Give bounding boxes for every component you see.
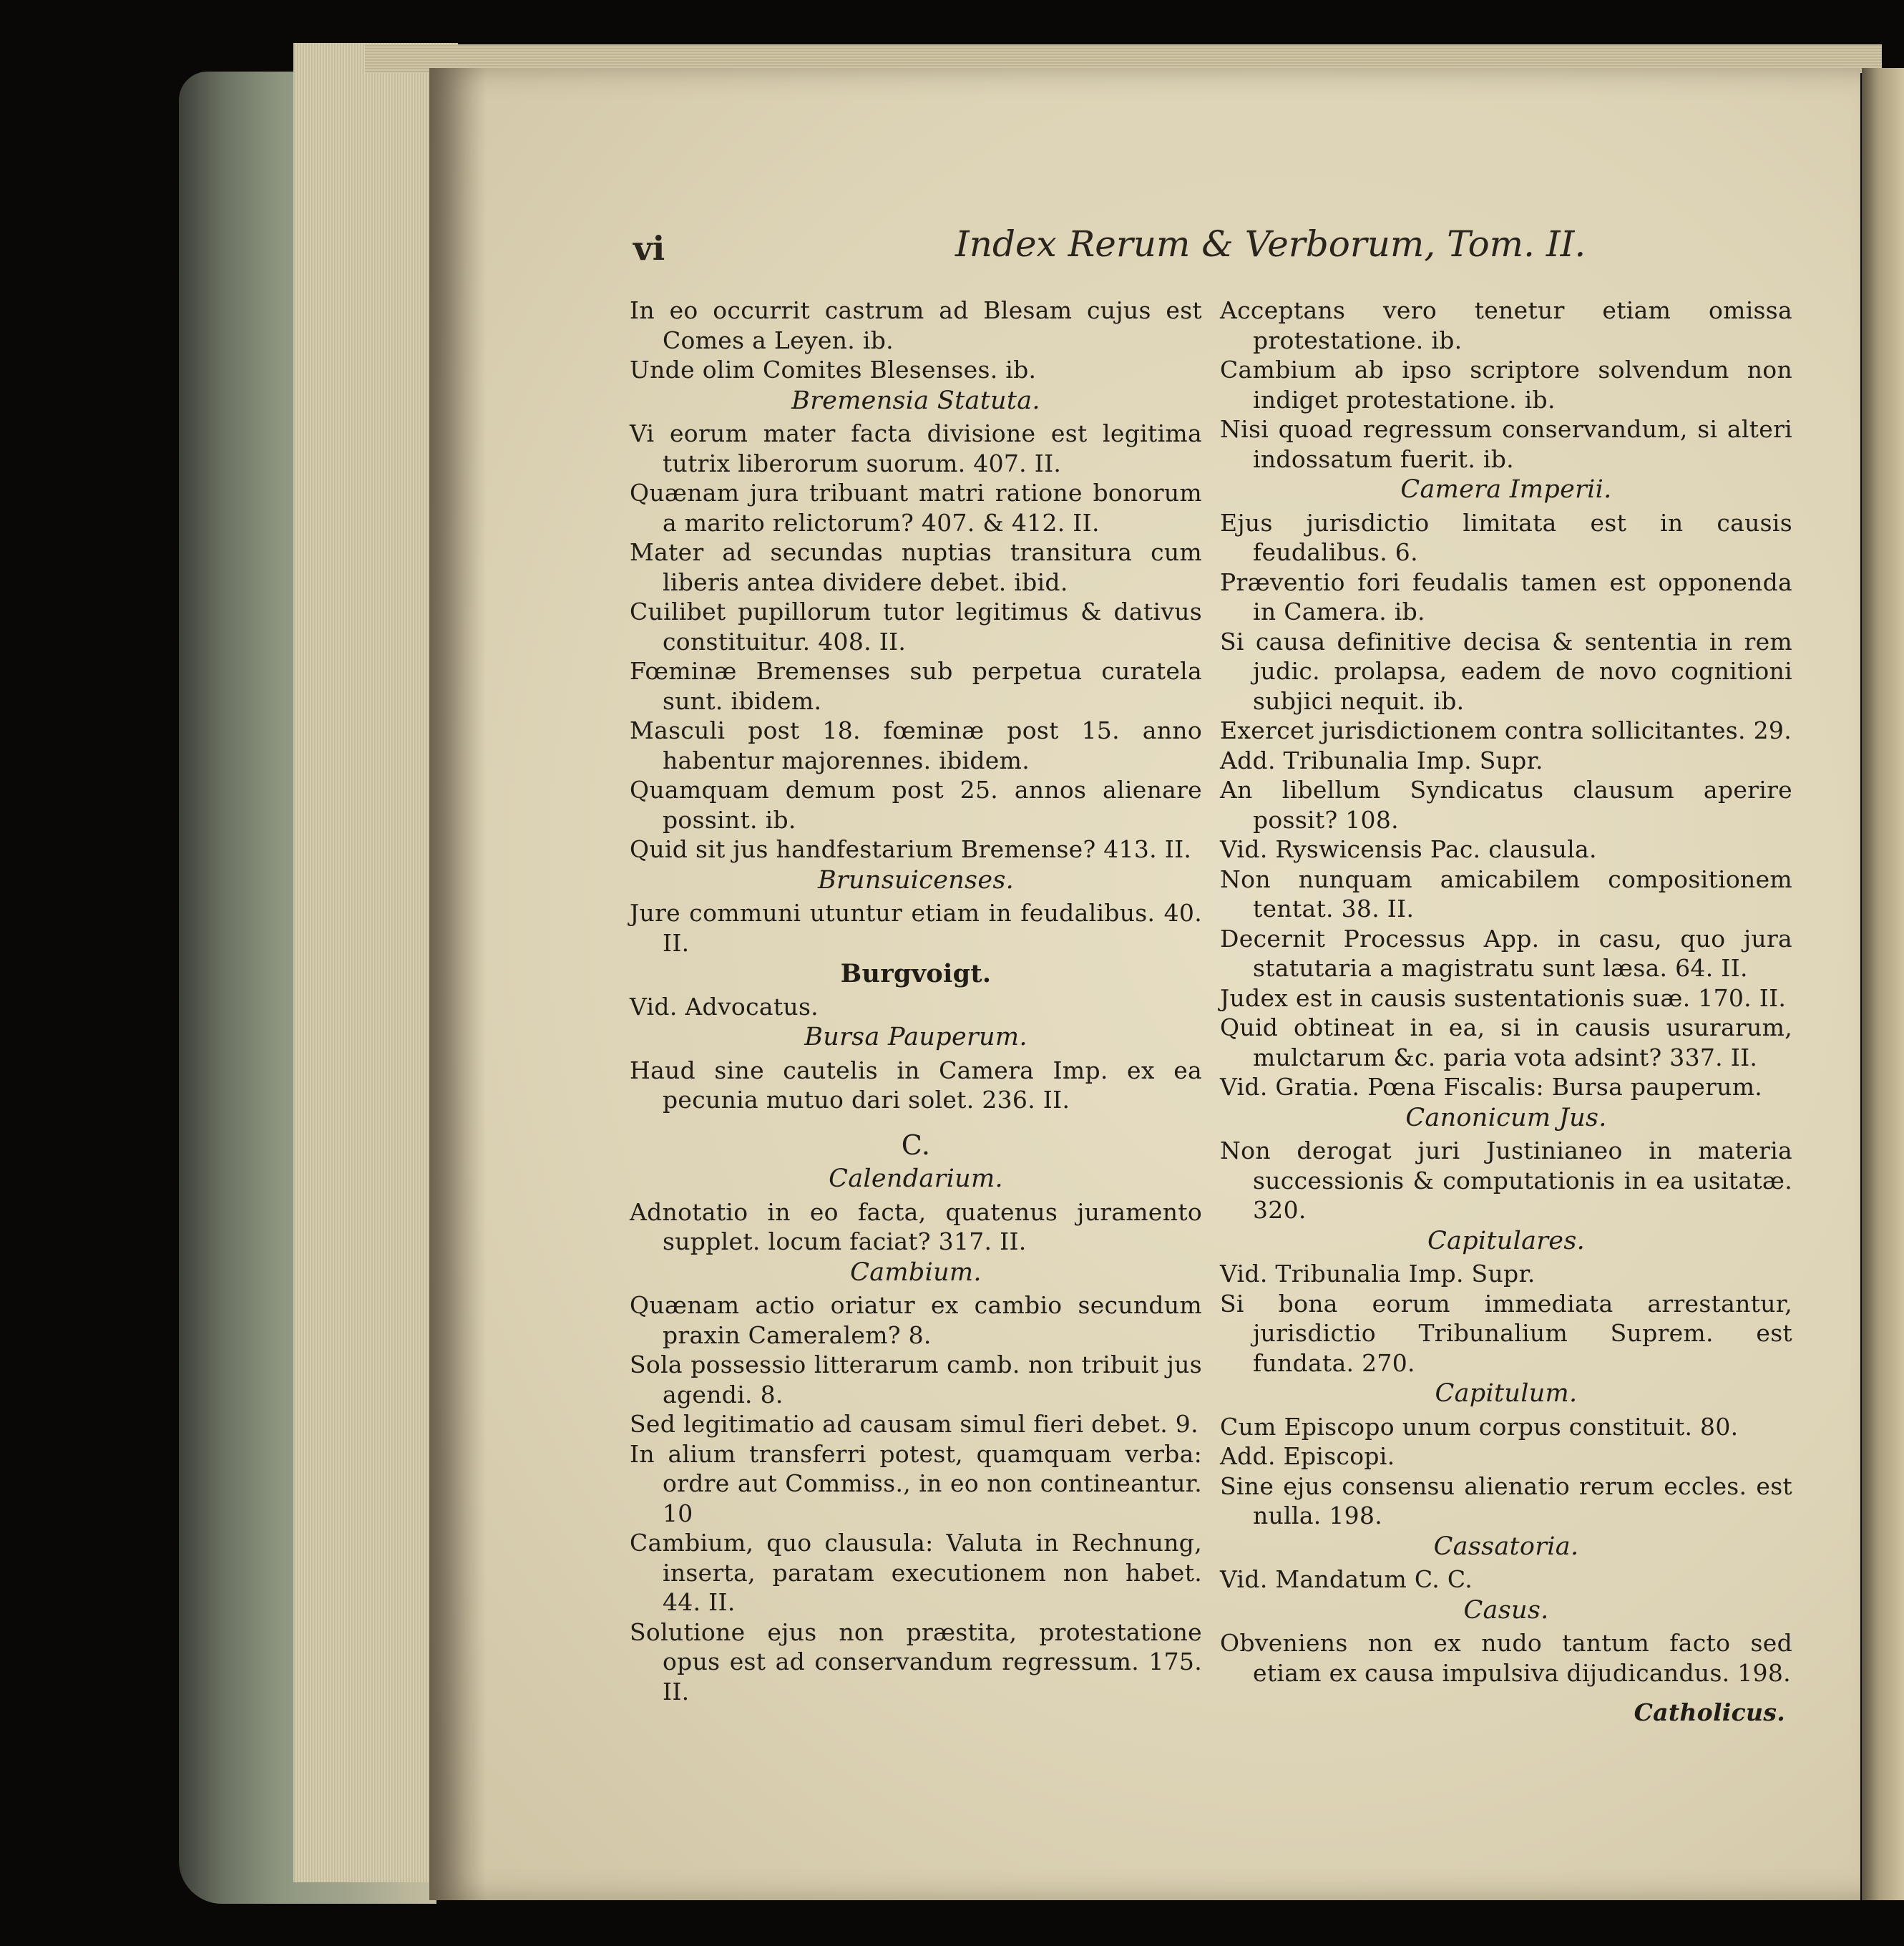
- index-heading: Casus.: [1463, 1595, 1549, 1625]
- index-entry: Cum Episcopo unum corpus constituit. 80.: [1220, 1412, 1739, 1441]
- index-entry: Sola possessio litterarum camb. non tribuit jus agendi. 8.: [630, 1351, 1202, 1409]
- book-page: [429, 68, 1860, 1900]
- index-entry: Sed legitimatio ad causam simul fieri debet. 9.: [630, 1410, 1198, 1438]
- index-entry: Vid. Advocatus.: [630, 992, 819, 1021]
- index-entry: Jure communi utuntur etiam in feudalibus. 40. II.: [630, 899, 1202, 957]
- right-column: [1220, 296, 1792, 1751]
- index-heading: Bremensia Statuta.: [791, 386, 1040, 415]
- index-entry: Vid. Mandatum C. C.: [1220, 1565, 1473, 1593]
- index-entry: Solutione ejus non præstita, protestatione opus est ad conservandum regressum. 175. II.: [630, 1617, 1202, 1706]
- index-entry: Add. Tribunalia Imp. Supr.: [1220, 746, 1543, 774]
- index-entry: Vid. Tribunalia Imp. Supr.: [1220, 1260, 1536, 1288]
- index-heading: Capitulares.: [1427, 1226, 1586, 1255]
- index-entry: Acceptans vero tenetur etiam omissa protestatione. ib.: [1220, 296, 1792, 354]
- index-entry: In alium transferri potest, quamquam verba: ordre aut Commiss., in eo non contineantur. 10: [630, 1439, 1202, 1527]
- index-entry: Decernit Processus App. in casu, quo jura statutaria a magistratu sunt læsa. 64. II.: [1220, 924, 1792, 982]
- index-entry: Adnotatio in eo facta, quatenus juramento supplet. locum faciat? 317. II.: [630, 1197, 1202, 1255]
- index-heading: Cambium.: [850, 1257, 982, 1287]
- index-entry: Nisi quoad regressum conservandum, si alteri indossatum fuerit. ib.: [1220, 415, 1792, 473]
- index-entry: Exercet jurisdictionem contra sollicitantes. 29.: [1220, 716, 1792, 744]
- index-heading: Capitulum.: [1435, 1379, 1578, 1408]
- index-entry: Unde olim Comites Blesenses. ib.: [630, 356, 1037, 384]
- left-column: [630, 296, 1202, 1706]
- index-entry: An libellum Syndicatus clausum aperire possit? 108.: [1220, 776, 1792, 834]
- index-entry: Cambium ab ipso scriptore solvendum non indiget protestatione. ib.: [1220, 356, 1792, 414]
- index-entry: Non nunquam amicabilem compositionem tentat. 38. II.: [1220, 865, 1792, 923]
- page-header: [429, 223, 1860, 279]
- index-heading: Brunsuicenses.: [817, 865, 1015, 895]
- index-entry: Quid obtineat in ea, si in causis usurarum, mulctarum &c. paria vota adsint? 337. II.: [1220, 1013, 1792, 1071]
- index-entry: Quamquam demum post 25. annos alienare possint. ib.: [630, 776, 1202, 834]
- index-heading: Camera Imperii.: [1400, 475, 1612, 504]
- index-entry: Mater ad secundas nuptias transitura cum liberis antea dividere debet. ibid.: [630, 538, 1202, 596]
- index-entry: Ejus jurisdictio limitata est in causis feudalibus. 6.: [1220, 508, 1792, 566]
- folio-number: vi: [633, 229, 665, 268]
- catchword: Catholicus.: [1634, 1698, 1785, 1726]
- index-heading: Bursa Pauperum.: [804, 1023, 1027, 1051]
- index-entry: Si bona eorum immediata arrestantur, jurisdictio Tribunalium Suprem. est fundata. 270.: [1220, 1289, 1792, 1377]
- running-title: Index Rerum & Verborum, Tom. II.: [955, 223, 1586, 265]
- index-entry: Vid. Ryswicensis Pac. clausula.: [1220, 835, 1597, 863]
- index-entry: Vi eorum mater facta divisione est legitima tutrix liberorum suorum. 407. II.: [630, 419, 1202, 477]
- index-entry: Non derogat juri Justinianeo in materia successionis & computationis in ea usitatæ. 320.: [1220, 1137, 1792, 1224]
- index-entry: Quid sit jus handfestarium Bremense? 413. II.: [630, 835, 1192, 863]
- index-entry: In eo occurrit castrum ad Blesam cujus est Comes a Leyen. ib.: [630, 296, 1202, 354]
- index-heading: Canonicum Jus.: [1405, 1103, 1607, 1132]
- facing-page-edge: [1862, 68, 1904, 1900]
- index-entry: Judex est in causis sustentationis suæ. 170. II.: [1220, 983, 1787, 1012]
- index-entry: Cambium, quo clausula: Valuta in Rechnung, inserta, paratam executionem non habet. 44. II.: [630, 1529, 1202, 1616]
- index-entry: Sine ejus consensu alienatio rerum eccles. est nulla. 198.: [1220, 1471, 1792, 1529]
- index-entry: Si causa definitive decisa & sententia in rem judic. prolapsa, eadem de novo cognitioni subjici nequit. ib.: [1220, 627, 1792, 715]
- index-heading: Cassatoria.: [1433, 1532, 1579, 1561]
- index-entry: Quænam actio oriatur ex cambio secundum praxin Cameralem? 8.: [630, 1291, 1202, 1349]
- alphabet-letter-heading: C.: [901, 1129, 931, 1161]
- index-entry: Masculi post 18. fœminæ post 15. anno habentur majorennes. ibidem.: [630, 716, 1202, 774]
- index-heading: Burgvoigt.: [840, 959, 992, 988]
- index-entry: Obveniens non ex nudo tantum facto sed etiam ex causa impulsiva dijudicandus. 198.: [1220, 1629, 1792, 1687]
- index-entry: Præventio fori feudalis tamen est opponenda in Camera. ib.: [1220, 568, 1792, 626]
- index-entry: Quænam jura tribuant matri ratione bonorum a marito relictorum? 407. & 412. II.: [630, 479, 1202, 537]
- index-entry: Fœminæ Bremenses sub perpetua curatela sunt. ibidem.: [630, 657, 1202, 715]
- index-heading: Calendarium.: [829, 1164, 1003, 1193]
- index-entry: Add. Episcopi.: [1220, 1442, 1395, 1470]
- index-entry: Haud sine cautelis in Camera Imp. ex ea pecunia mutuo dari solet. 236. II.: [630, 1056, 1202, 1114]
- gutter-shadow: [429, 68, 487, 1900]
- index-entry: Vid. Gratia. Pœna Fiscalis: Bursa pauperum.: [1220, 1073, 1763, 1101]
- index-entry: Cuilibet pupillorum tutor legitimus & dativus constituitur. 408. II.: [630, 598, 1202, 656]
